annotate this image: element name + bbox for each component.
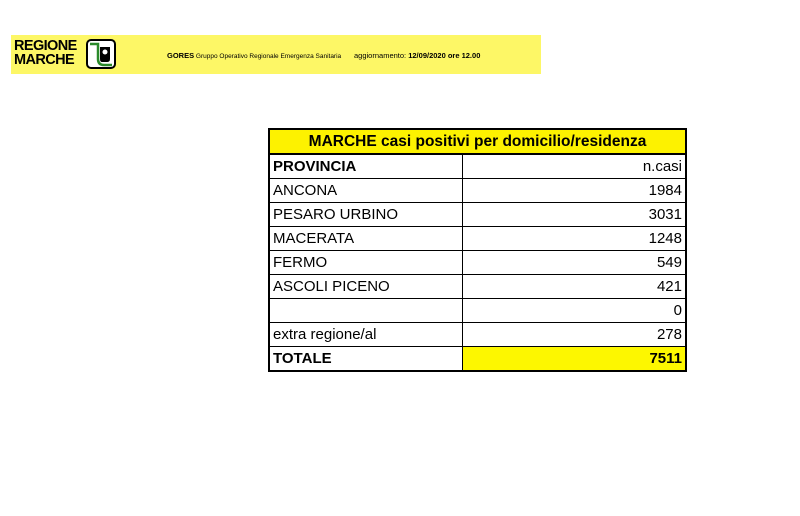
total-row (269, 347, 686, 372)
table-row (269, 299, 686, 323)
total-label: TOTALE (269, 347, 463, 372)
table-row (269, 323, 686, 347)
table-header-row (269, 154, 686, 179)
update-info (354, 51, 480, 60)
province-cell: FERMO (269, 251, 463, 275)
cases-cell: 0 (463, 299, 687, 323)
total-value: 7511 (463, 347, 687, 372)
cases-cell: 421 (463, 275, 687, 299)
cases-table (268, 128, 687, 372)
update-label: aggiornamento: (354, 51, 407, 60)
header-banner (11, 35, 541, 74)
update-value: 12/09/2020 ore 12.00 (408, 51, 481, 60)
gores-title: GORES (167, 51, 195, 60)
regione-marche-emblem-icon (86, 39, 116, 69)
gores-description: Gruppo Operativo Regionale Emergenza Sanitaria (195, 53, 342, 60)
table-row (269, 203, 686, 227)
logo-text: REGIONE MARCHE (14, 38, 77, 68)
column-header-cases: n.casi (463, 154, 687, 179)
cases-cell: 1984 (463, 179, 687, 203)
table-title: MARCHE casi positivi per domicilio/residenza (269, 129, 686, 154)
province-cell: MACERATA (269, 227, 463, 251)
table-title-row (269, 129, 686, 154)
cases-cell: 3031 (463, 203, 687, 227)
gores-label (167, 52, 341, 61)
table-row (269, 251, 686, 275)
province-cell: extra regione/al (269, 323, 463, 347)
regione-marche-logo (14, 39, 116, 71)
table-row (269, 179, 686, 203)
cases-cell: 1248 (463, 227, 687, 251)
cases-cell: 278 (463, 323, 687, 347)
table-row (269, 275, 686, 299)
province-cell: ASCOLI PICENO (269, 275, 463, 299)
cases-cell: 549 (463, 251, 687, 275)
table-row (269, 227, 686, 251)
province-cell (269, 299, 463, 323)
province-cell: PESARO URBINO (269, 203, 463, 227)
province-cell: ANCONA (269, 179, 463, 203)
column-header-province: PROVINCIA (269, 154, 463, 179)
